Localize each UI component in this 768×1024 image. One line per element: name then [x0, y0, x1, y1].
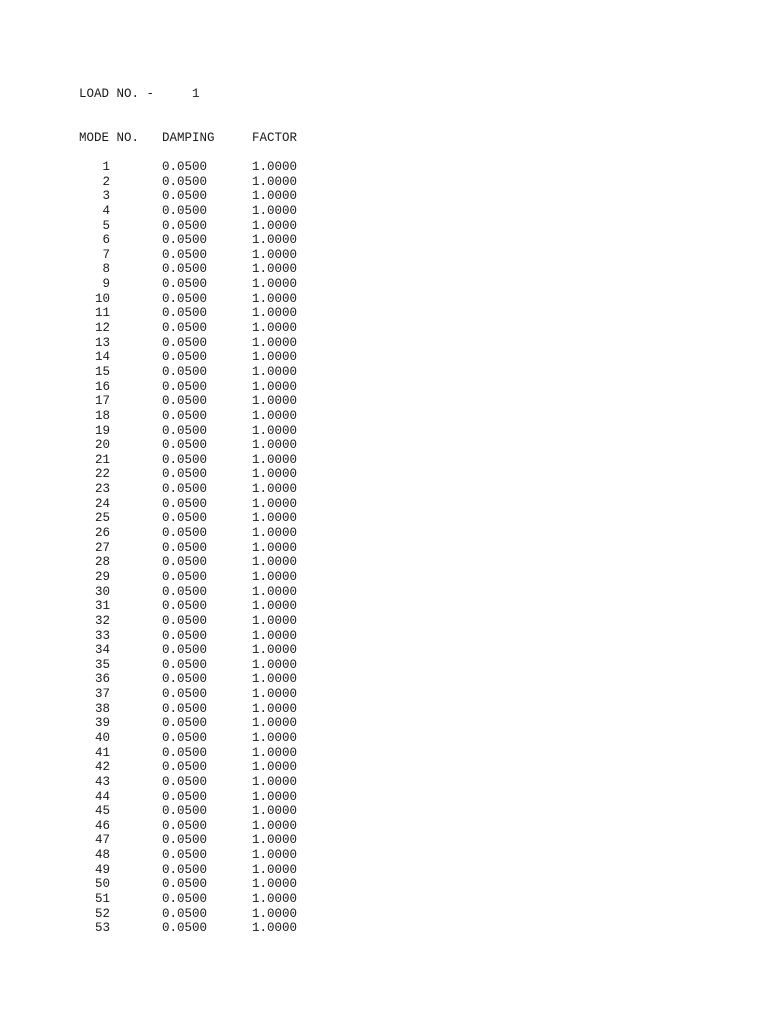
mode-number-cell: 51	[94, 892, 110, 907]
mode-number-cell: 23	[94, 482, 110, 497]
table-row	[0, 863, 400, 878]
table-row	[0, 350, 400, 365]
damping-cell: 0.0500	[162, 438, 208, 453]
mode-number-cell: 35	[94, 657, 110, 672]
table-row	[0, 409, 400, 424]
mode-number-cell: 30	[94, 584, 110, 599]
damping-cell: 0.0500	[162, 321, 208, 336]
damping-cell: 0.0500	[162, 862, 208, 877]
factor-cell: 1.0000	[252, 482, 298, 497]
factor-cell: 1.0000	[252, 789, 298, 804]
mode-number-cell: 11	[94, 306, 110, 321]
table-row	[0, 819, 400, 834]
factor-cell: 1.0000	[252, 394, 298, 409]
factor-cell: 1.0000	[252, 921, 298, 936]
mode-number-cell: 29	[94, 569, 110, 584]
table-row	[0, 687, 400, 702]
factor-cell: 1.0000	[252, 321, 298, 336]
table-row	[0, 833, 400, 848]
damping-cell: 0.0500	[162, 555, 208, 570]
mode-number-cell: 16	[94, 379, 110, 394]
mode-number-cell: 28	[94, 555, 110, 570]
mode-number-cell: 1	[102, 160, 110, 174]
table-row	[0, 394, 400, 409]
table-row	[0, 541, 400, 556]
damping-cell: 0.0500	[162, 745, 208, 760]
table-row	[0, 892, 400, 907]
table-row	[0, 555, 400, 570]
factor-cell: 1.0000	[252, 892, 298, 907]
damping-cell: 0.0500	[162, 423, 208, 438]
damping-cell: 0.0500	[162, 804, 208, 819]
damping-cell: 0.0500	[162, 877, 208, 892]
table-row	[0, 204, 400, 219]
damping-cell: 0.0500	[162, 657, 208, 672]
mode-number-cell: 37	[94, 687, 110, 702]
factor-cell: 1.0000	[252, 672, 298, 687]
table-row	[0, 570, 400, 585]
damping-cell: 0.0500	[162, 716, 208, 731]
table-row	[0, 160, 400, 175]
factor-header: FACTOR	[252, 131, 298, 145]
table-row	[0, 219, 400, 234]
table-row	[0, 760, 400, 775]
mode-number-cell: 13	[94, 335, 110, 350]
damping-cell: 0.0500	[162, 760, 208, 775]
damping-cell: 0.0500	[162, 540, 208, 555]
table-row	[0, 526, 400, 541]
table-row	[0, 321, 400, 336]
factor-cell: 1.0000	[252, 657, 298, 672]
mode-number-cell: 49	[94, 862, 110, 877]
table-row	[0, 921, 400, 936]
factor-cell: 1.0000	[252, 438, 298, 453]
factor-cell: 1.0000	[252, 877, 298, 892]
damping-cell: 0.0500	[162, 233, 208, 248]
table-row	[0, 365, 400, 380]
mode-number-cell: 17	[94, 394, 110, 409]
factor-cell: 1.0000	[252, 687, 298, 702]
damping-cell: 0.0500	[162, 672, 208, 687]
damping-cell: 0.0500	[162, 482, 208, 497]
factor-cell: 1.0000	[252, 189, 298, 204]
damping-cell: 0.0500	[162, 277, 208, 292]
factor-cell: 1.0000	[252, 818, 298, 833]
mode-number-cell: 9	[102, 277, 110, 292]
factor-cell: 1.0000	[252, 306, 298, 321]
table-row	[0, 438, 400, 453]
table-row	[0, 233, 400, 248]
table-row	[0, 467, 400, 482]
table-row	[0, 614, 400, 629]
mode-number-cell: 22	[94, 467, 110, 482]
damping-cell: 0.0500	[162, 452, 208, 467]
factor-cell: 1.0000	[252, 233, 298, 248]
factor-cell: 1.0000	[252, 774, 298, 789]
damping-cell: 0.0500	[162, 906, 208, 921]
table-row	[0, 248, 400, 263]
damping-cell: 0.0500	[162, 335, 208, 350]
factor-cell: 1.0000	[252, 613, 298, 628]
table-row	[0, 716, 400, 731]
factor-cell: 1.0000	[252, 833, 298, 848]
table-row	[0, 380, 400, 395]
table-row	[0, 746, 400, 761]
table-row	[0, 629, 400, 644]
factor-cell: 1.0000	[252, 628, 298, 643]
damping-cell: 0.0500	[162, 526, 208, 541]
mode-number-cell: 4	[102, 203, 110, 218]
table-row	[0, 175, 400, 190]
factor-cell: 1.0000	[252, 511, 298, 526]
damping-cell: 0.0500	[162, 203, 208, 218]
mode-number-cell: 20	[94, 438, 110, 453]
table-row	[0, 907, 400, 922]
mode-number-cell: 21	[94, 452, 110, 467]
mode-number-cell: 42	[94, 760, 110, 775]
factor-cell: 1.0000	[252, 599, 298, 614]
factor-cell: 1.0000	[252, 540, 298, 555]
mode-number-cell: 53	[94, 921, 110, 936]
mode-number-cell: 7	[102, 247, 110, 262]
mode-number-cell: 46	[94, 818, 110, 833]
factor-cell: 1.0000	[252, 716, 298, 731]
damping-cell: 0.0500	[162, 774, 208, 789]
factor-cell: 1.0000	[252, 277, 298, 292]
damping-cell: 0.0500	[162, 496, 208, 511]
mode-number-cell: 3	[102, 189, 110, 204]
mode-number-cell: 33	[94, 628, 110, 643]
mode-number-cell: 26	[94, 526, 110, 541]
mode-number-cell: 45	[94, 804, 110, 819]
mode-number-cell: 5	[102, 218, 110, 233]
factor-cell: 1.0000	[252, 452, 298, 467]
table-row	[0, 775, 400, 790]
mode-number-cell: 19	[94, 423, 110, 438]
factor-cell: 1.0000	[252, 643, 298, 658]
factor-cell: 1.0000	[252, 364, 298, 379]
damping-cell: 0.0500	[162, 584, 208, 599]
factor-cell: 1.0000	[252, 848, 298, 863]
damping-cell: 0.0500	[162, 628, 208, 643]
table-row	[0, 453, 400, 468]
damping-cell: 0.0500	[162, 408, 208, 423]
mode-number-cell: 48	[94, 848, 110, 863]
table-row	[0, 277, 400, 292]
mode-number-cell: 25	[94, 511, 110, 526]
damping-cell: 0.0500	[162, 379, 208, 394]
table-row	[0, 731, 400, 746]
mode-number-cell: 43	[94, 774, 110, 789]
mode-number-cell: 27	[94, 540, 110, 555]
damping-cell: 0.0500	[162, 789, 208, 804]
damping-cell: 0.0500	[162, 818, 208, 833]
table-row	[0, 585, 400, 600]
damping-cell: 0.0500	[162, 701, 208, 716]
damping-cell: 0.0500	[162, 174, 208, 189]
damping-cell: 0.0500	[162, 848, 208, 863]
mode-damping-table	[0, 160, 400, 936]
damping-cell: 0.0500	[162, 643, 208, 658]
factor-cell: 1.0000	[252, 526, 298, 541]
factor-cell: 1.0000	[252, 203, 298, 218]
mode-number-header: MODE NO.	[79, 131, 140, 145]
factor-cell: 1.0000	[252, 584, 298, 599]
factor-cell: 1.0000	[252, 174, 298, 189]
damping-cell: 0.0500	[162, 247, 208, 262]
damping-cell: 0.0500	[162, 306, 208, 321]
damping-cell: 0.0500	[162, 291, 208, 306]
damping-cell: 0.0500	[162, 394, 208, 409]
damping-cell: 0.0500	[162, 511, 208, 526]
table-row	[0, 702, 400, 717]
mode-number-cell: 2	[102, 174, 110, 189]
damping-cell: 0.0500	[162, 730, 208, 745]
damping-cell: 0.0500	[162, 599, 208, 614]
table-row	[0, 189, 400, 204]
damping-cell: 0.0500	[162, 350, 208, 365]
table-row	[0, 599, 400, 614]
mode-number-cell: 39	[94, 716, 110, 731]
factor-cell: 1.0000	[252, 760, 298, 775]
damping-cell: 0.0500	[162, 364, 208, 379]
table-row	[0, 292, 400, 307]
table-row	[0, 643, 400, 658]
mode-number-cell: 18	[94, 408, 110, 423]
mode-number-cell: 52	[94, 906, 110, 921]
mode-number-cell: 50	[94, 877, 110, 892]
factor-cell: 1.0000	[252, 218, 298, 233]
damping-cell: 0.0500	[162, 160, 208, 174]
factor-cell: 1.0000	[252, 906, 298, 921]
mode-number-cell: 14	[94, 350, 110, 365]
table-row	[0, 848, 400, 863]
factor-cell: 1.0000	[252, 804, 298, 819]
damping-cell: 0.0500	[162, 189, 208, 204]
load-number-label: LOAD NO. -	[79, 87, 155, 101]
table-row	[0, 482, 400, 497]
table-row	[0, 511, 400, 526]
damping-cell: 0.0500	[162, 833, 208, 848]
mode-number-cell: 15	[94, 364, 110, 379]
mode-number-cell: 12	[94, 321, 110, 336]
mode-number-cell: 47	[94, 833, 110, 848]
damping-cell: 0.0500	[162, 921, 208, 936]
mode-number-cell: 44	[94, 789, 110, 804]
mode-number-cell: 41	[94, 745, 110, 760]
damping-cell: 0.0500	[162, 613, 208, 628]
factor-cell: 1.0000	[252, 745, 298, 760]
factor-cell: 1.0000	[252, 569, 298, 584]
table-row	[0, 424, 400, 439]
table-row	[0, 497, 400, 512]
table-row	[0, 306, 400, 321]
mode-number-cell: 36	[94, 672, 110, 687]
table-row	[0, 262, 400, 277]
factor-cell: 1.0000	[252, 467, 298, 482]
table-row	[0, 672, 400, 687]
factor-cell: 1.0000	[252, 730, 298, 745]
damping-cell: 0.0500	[162, 262, 208, 277]
factor-cell: 1.0000	[252, 291, 298, 306]
damping-cell: 0.0500	[162, 467, 208, 482]
damping-cell: 0.0500	[162, 218, 208, 233]
factor-cell: 1.0000	[252, 160, 298, 174]
mode-number-cell: 6	[102, 233, 110, 248]
factor-cell: 1.0000	[252, 350, 298, 365]
factor-cell: 1.0000	[252, 262, 298, 277]
mode-number-cell: 34	[94, 643, 110, 658]
table-row	[0, 804, 400, 819]
mode-number-cell: 24	[94, 496, 110, 511]
factor-cell: 1.0000	[252, 379, 298, 394]
mode-number-cell: 40	[94, 730, 110, 745]
mode-number-cell: 8	[102, 262, 110, 277]
factor-cell: 1.0000	[252, 247, 298, 262]
table-row	[0, 790, 400, 805]
factor-cell: 1.0000	[252, 335, 298, 350]
table-row	[0, 877, 400, 892]
table-row	[0, 658, 400, 673]
damping-cell: 0.0500	[162, 892, 208, 907]
mode-number-cell: 31	[94, 599, 110, 614]
mode-number-cell: 32	[94, 613, 110, 628]
load-number-value: 1	[192, 87, 200, 101]
factor-cell: 1.0000	[252, 423, 298, 438]
factor-cell: 1.0000	[252, 862, 298, 877]
factor-cell: 1.0000	[252, 701, 298, 716]
factor-cell: 1.0000	[252, 555, 298, 570]
factor-cell: 1.0000	[252, 496, 298, 511]
damping-header: DAMPING	[162, 131, 215, 145]
damping-cell: 0.0500	[162, 569, 208, 584]
mode-number-cell: 38	[94, 701, 110, 716]
mode-number-cell: 10	[94, 291, 110, 306]
damping-cell: 0.0500	[162, 687, 208, 702]
table-row	[0, 336, 400, 351]
factor-cell: 1.0000	[252, 408, 298, 423]
